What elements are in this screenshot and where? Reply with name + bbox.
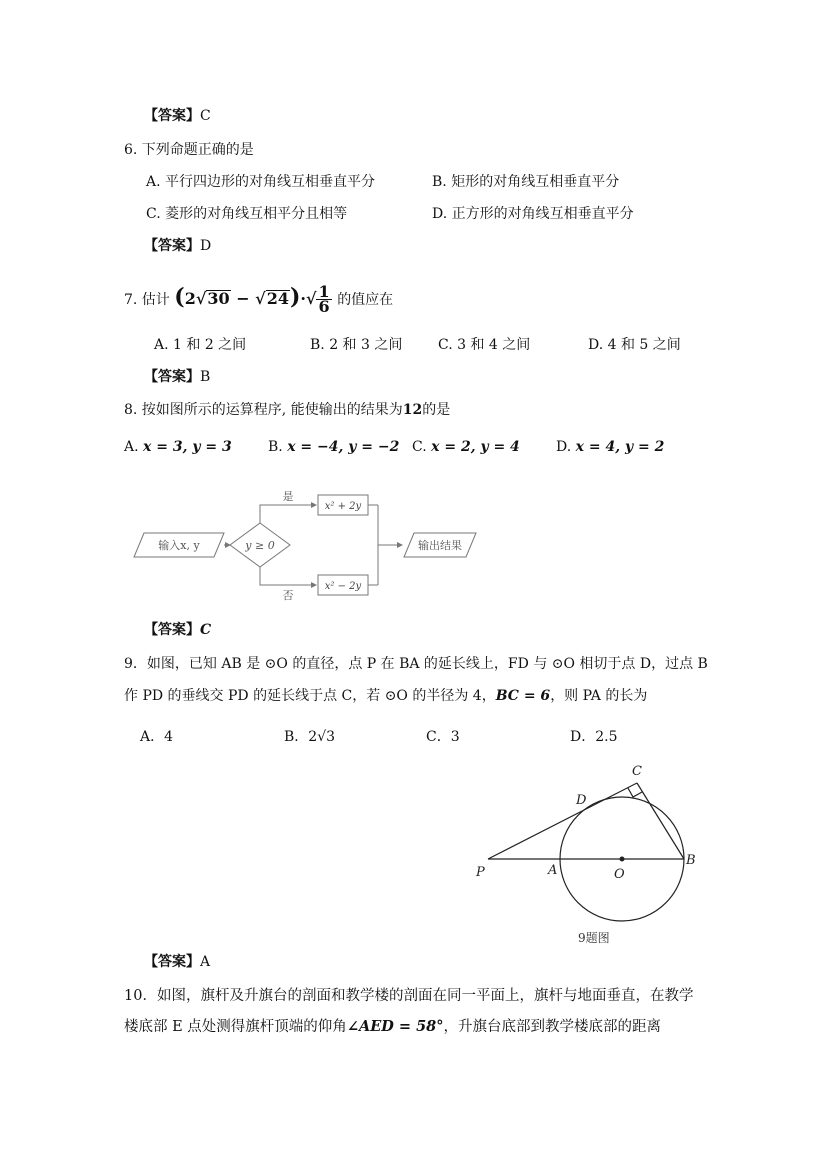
answer-line-q5 (144, 106, 211, 126)
right-angle-mark (628, 788, 642, 797)
question-8-stem: 8. 按如图所示的运算程序, 能使输出的结果为12的是 (124, 402, 451, 418)
q9-option-b: B．2√3 (284, 729, 336, 745)
flow-top-text: x² + 2y (324, 501, 362, 512)
q7-option-d: D. 4 和 5 之间 (588, 337, 681, 353)
answer-value: B (200, 369, 211, 385)
answer-value: C (200, 108, 211, 124)
geometry-figure-q9 (470, 758, 710, 950)
figure-caption: 9题图 (578, 931, 610, 945)
label-b: B (686, 853, 696, 868)
q7-option-c: C. 3 和 4 之间 (438, 337, 531, 353)
question-6-stem: 6. 下列命题正确的是 (124, 142, 254, 158)
answer-tag: 【答案】 (144, 238, 200, 254)
q6-option-c: C. 菱形的对角线互相平分且相等 (146, 206, 348, 222)
q8-option-a: A. x = 3, y = 3 (124, 439, 232, 455)
answer-tag: 【答案】 (144, 369, 200, 385)
segment-pc (488, 783, 637, 859)
q6-option-b: B. 矩形的对角线互相垂直平分 (432, 174, 620, 190)
flow-condition-text: y ≥ 0 (245, 539, 275, 552)
answer-line-q6 (144, 236, 211, 256)
flow-no-label: 否 (282, 589, 294, 602)
question-9-line-2: 作 PD 的垂线交 PD 的延长线于点 C，若 ⊙O 的半径为 4，BC = 6，则 PA 的长为 (124, 688, 648, 704)
segment-bc (637, 783, 684, 859)
answer-value: A (200, 954, 211, 970)
q6-option-a: A. 平行四边形的对角线互相垂直平分 (146, 174, 376, 190)
q6-option-d: D. 正方形的对角线互相垂直平分 (432, 206, 634, 222)
answer-line-q7 (144, 367, 210, 387)
answer-tag: 【答案】 (144, 954, 200, 970)
question-7-stem (124, 282, 393, 315)
label-p: P (476, 865, 485, 880)
flowchart (130, 485, 490, 605)
flow-yes-label: 是 (282, 490, 294, 503)
answer-value: D (200, 238, 212, 254)
q7-option-a: A. 1 和 2 之间 (154, 337, 247, 353)
question-10-line-2: 楼底部 E 点处测得旗杆顶端的仰角∠AED = 58°，升旗台底部到教学楼底部的距离 (124, 1018, 662, 1035)
q9-option-a: A．4 (140, 729, 174, 745)
label-a: A (548, 863, 558, 878)
q7-fraction: $\frac{1}{6}$ (318, 282, 330, 316)
question-10-line-1: 10．如图，旗杆及升旗台的剖面和教学楼的剖面在同一平面上，旗杆与地面垂直，在教学 (124, 988, 694, 1004)
q8-option-b: B. x = −4, y = −2 (268, 439, 400, 455)
q9-option-c: C．3 (426, 729, 460, 745)
q7-option-b: B. 2 和 3 之间 (310, 337, 403, 353)
label-o: O (614, 867, 625, 882)
center-point (620, 857, 625, 862)
question-9-line-1: 9．如图，已知 AB 是 ⊙O 的直径，点 P 在 BA 的延长线上，FD 与 ⊙O 相切于点 D，过点 B (124, 656, 708, 672)
q8-option-c: C. x = 2, y = 4 (412, 439, 520, 455)
q7-prefix: 7. 估计 (124, 292, 170, 308)
answer-line-q9 (144, 952, 210, 972)
answer-value: C (200, 622, 212, 638)
flow-input-text: 输入x, y (158, 539, 200, 552)
label-c: C (632, 764, 642, 779)
label-d: D (576, 793, 587, 808)
flow-bottom-text: x² − 2y (324, 581, 362, 592)
q7-expression: (2√30 − √24)·√ $\frac{1}{6}$ (174, 282, 330, 316)
answer-tag: 【答案】 (144, 622, 200, 638)
answer-line-q8 (144, 620, 211, 640)
q7-suffix: 的值应在 (337, 292, 394, 308)
q9-option-d: D．2.5 (570, 729, 618, 745)
flow-output-text: 输出结果 (418, 539, 462, 552)
q8-option-d: D. x = 4, y = 2 (556, 439, 665, 455)
answer-tag: 【答案】 (144, 108, 200, 124)
